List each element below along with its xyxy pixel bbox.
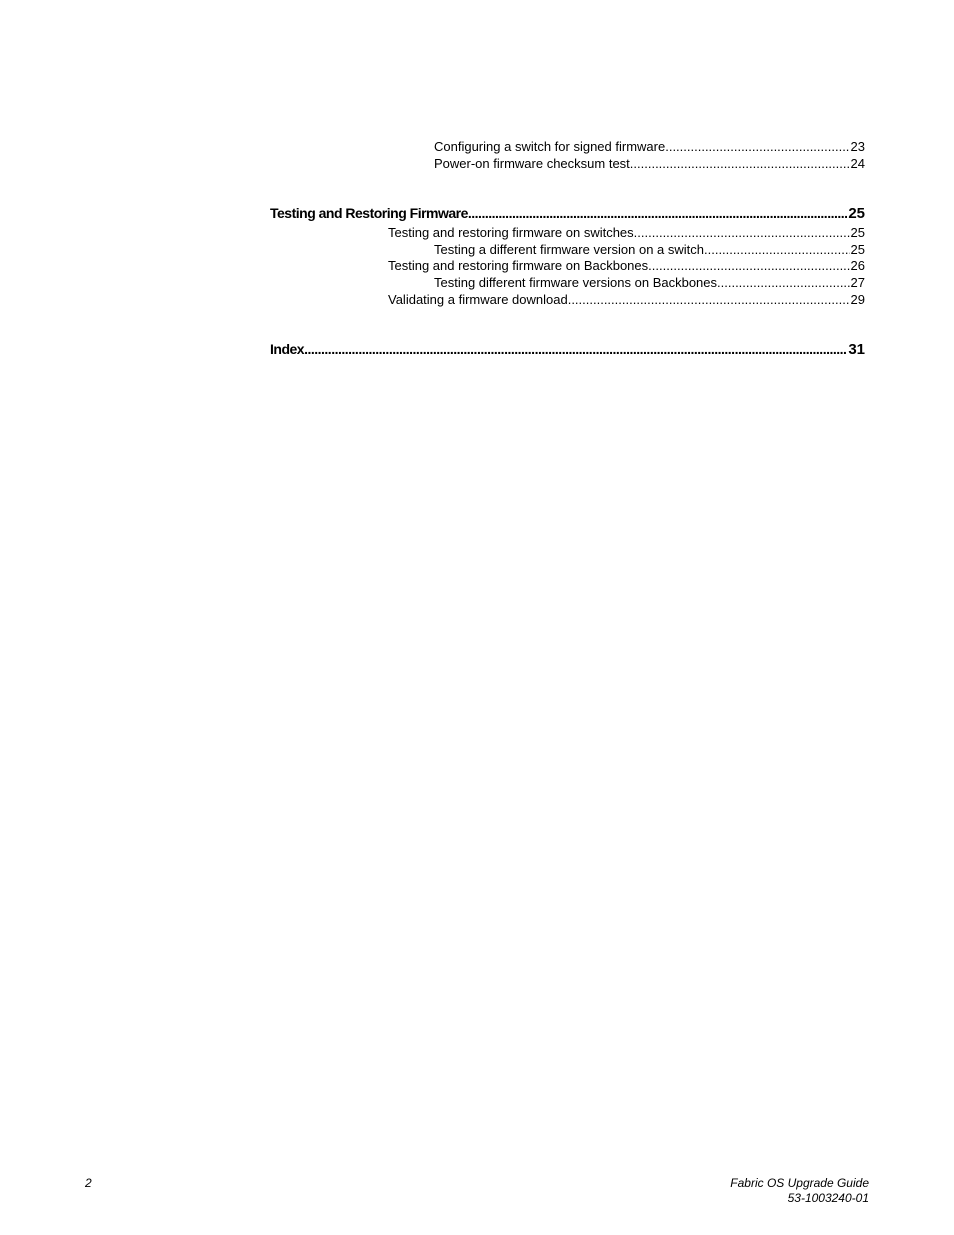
toc-entry-label: Testing and restoring firmware on switches <box>388 225 634 240</box>
footer-doc-number: 53-1003240-01 <box>787 1191 869 1205</box>
toc-leader-dots <box>634 225 850 240</box>
toc-entry-label: Validating a firmware download <box>388 292 568 307</box>
toc-entry-validating-firmware-download[interactable] <box>388 292 865 309</box>
toc-entry-label: Configuring a switch for signed firmware <box>434 139 666 154</box>
toc-entry-configuring-switch-signed-firmware[interactable] <box>434 139 865 156</box>
toc-entry-page: 29 <box>850 292 865 307</box>
toc-chapter-label: Index <box>270 341 305 357</box>
toc-chapter-label: Testing and Restoring Firmware <box>270 205 468 221</box>
toc-entry-page: 25 <box>850 242 865 257</box>
toc-entry-power-on-checksum-test[interactable] <box>434 156 865 173</box>
toc-chapter-index[interactable] <box>270 341 865 361</box>
toc-entry-testing-different-versions-backbones[interactable] <box>434 275 865 292</box>
toc-entry-page: 24 <box>850 156 865 171</box>
footer-doc-info <box>730 1176 869 1206</box>
toc-leader-dots <box>468 205 847 221</box>
toc-chapter-page: 25 <box>848 205 865 222</box>
toc-leader-dots <box>568 292 850 307</box>
toc-entry-label: Testing different firmware versions on Backbones <box>434 275 718 290</box>
toc-leader-dots <box>648 258 849 273</box>
footer-page-number: 2 <box>85 1176 92 1190</box>
toc-entry-label: Power-on firmware checksum test <box>434 156 630 171</box>
toc-leader-dots <box>717 275 850 290</box>
toc-chapter-testing-restoring-firmware[interactable] <box>270 205 865 225</box>
toc-leader-dots <box>304 341 847 357</box>
toc-entry-testing-restoring-switches[interactable] <box>388 225 865 242</box>
toc-entry-testing-restoring-backbones[interactable] <box>388 258 865 275</box>
toc-entry-page: 23 <box>850 139 865 154</box>
toc-entry-page: 25 <box>850 225 865 240</box>
footer-doc-title: Fabric OS Upgrade Guide <box>730 1176 869 1190</box>
toc-entry-page: 27 <box>850 275 865 290</box>
toc-leader-dots <box>704 242 850 257</box>
toc-leader-dots <box>630 156 850 171</box>
toc-entry-label: Testing and restoring firmware on Backbones <box>388 258 649 273</box>
toc-entry-label: Testing a different firmware version on a switch <box>434 242 704 257</box>
toc-entry-testing-different-version-switch[interactable] <box>434 242 865 259</box>
toc-entry-page: 26 <box>850 258 865 273</box>
toc-leader-dots <box>665 139 849 154</box>
toc-chapter-page: 31 <box>848 341 865 358</box>
